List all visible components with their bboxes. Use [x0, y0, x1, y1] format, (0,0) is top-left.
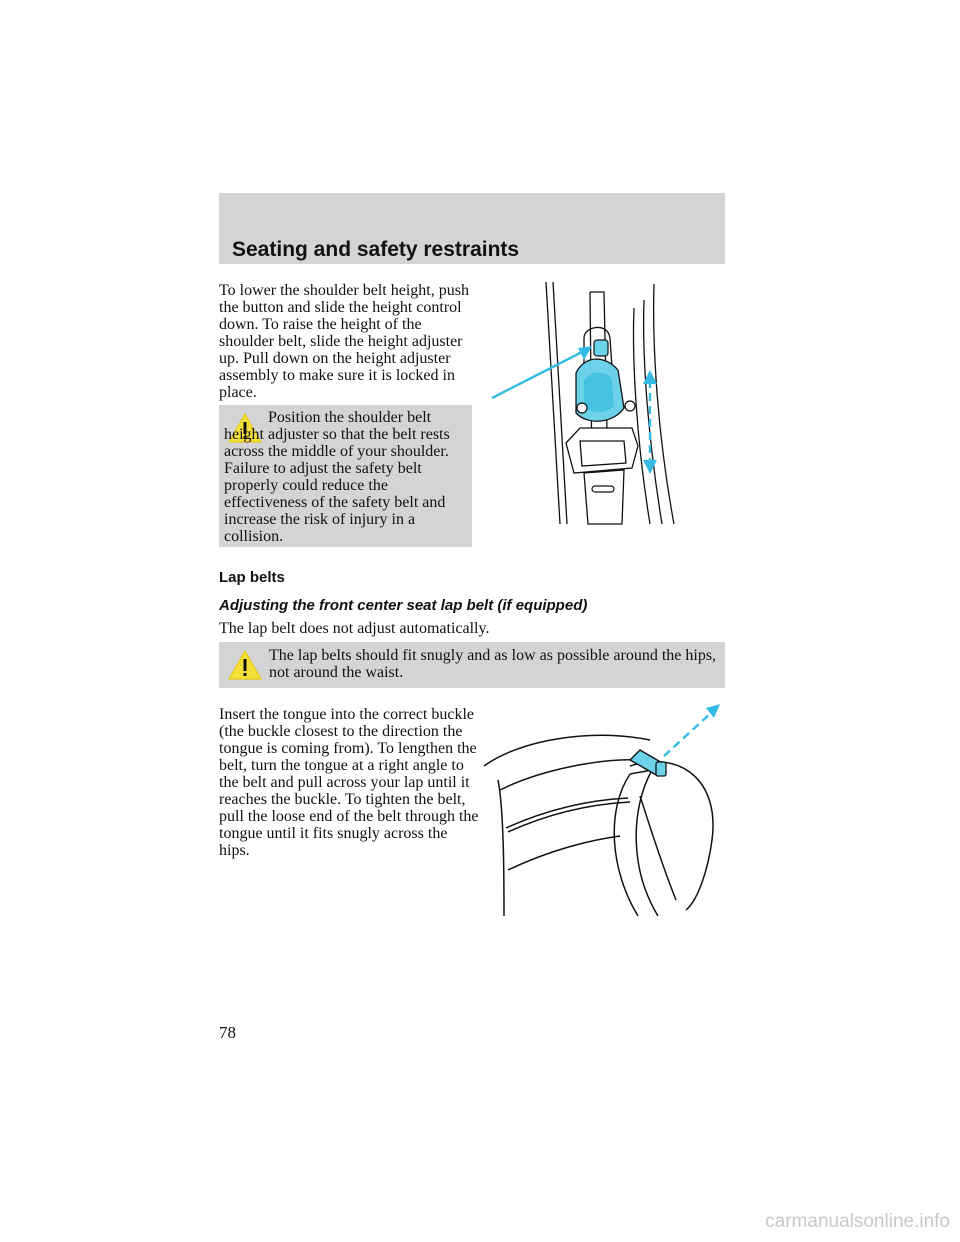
warning-box-lap-belt — [219, 642, 725, 688]
footer-watermark[interactable]: carmanualsonline.info — [765, 1211, 950, 1232]
page-number: 78 — [219, 1023, 236, 1042]
section-header-band — [219, 193, 725, 264]
shoulder-belt-adjuster-illustration — [484, 278, 694, 528]
lap-belts-heading: Lap belts — [219, 569, 285, 586]
warning-text-lap-belt: The lap belts should fit snugly and as low as possible around the hips, not around the waist. — [269, 647, 717, 681]
lap-belt-tongue-illustration — [480, 700, 725, 920]
lap-belt-note: The lap belt does not adjust automatically. — [219, 620, 490, 637]
lap-belts-subheading: Adjusting the front center seat lap belt (if equipped) — [219, 597, 588, 614]
warning-box-shoulder-belt — [219, 405, 472, 547]
shoulder-belt-instructions: To lower the shoulder belt height, push the button and slide the height control down. To raise the height of the shoulder belt, slide the height adjuster up. Pull down on the height adjuster assembly to make sure it is locked in place. — [219, 282, 469, 401]
warning-triangle-icon — [227, 649, 263, 681]
warning-text-shoulder-belt: Position the shoulder belt height adjuster so that the belt rests across the middle of your shoulder. Failure to adjust the safety belt properly could reduce the effectiveness of the safety belt and increase the risk of injury in a collision. — [224, 409, 450, 545]
section-title: Seating and safety restraints — [232, 238, 520, 261]
lap-belt-instructions: Insert the tongue into the correct buckle (the buckle closest to the direction the tongue is coming from). To lengthen the belt, turn the tongue at a right angle to the belt and pull across your lap until it reaches the buckle. To tighten the belt, pull the loose end of the belt through the tongue until it fits snugly across the hips. — [219, 706, 479, 859]
